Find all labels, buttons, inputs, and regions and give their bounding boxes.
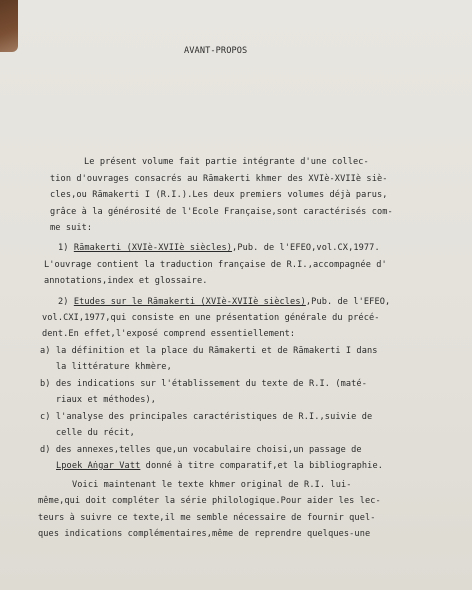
para1-line-5: me suit:: [50, 223, 93, 233]
table-corner: [0, 0, 18, 52]
item2-line-1: vol.CXI,1977,qui consiste en une présentation générale du précé-: [42, 313, 380, 323]
list-c-line-2: celle du récit,: [40, 428, 135, 438]
item2-line-2: dent.En effet,l'exposé comprend essentiellement:: [42, 329, 296, 339]
item1-line-2: annotations,index et glossaire.: [44, 276, 208, 286]
list-b-line-2: riaux et méthodes),: [40, 395, 157, 405]
list-d-title: Lpoek Aṅgar Vatt: [56, 461, 141, 471]
item1-rest: ,Pub. de l'EFEO,vol.CX,1977.: [232, 243, 380, 253]
list-a-line-1: a) la définition et la place du Rāmakerti et de Rāmakerti I dans: [40, 346, 378, 356]
para1-line-4: grâce à la générosité de l'Ecole Française,sont caractérisés com-: [50, 207, 393, 217]
list-a-line-2: la littérature khmère,: [40, 362, 172, 372]
list-d-line-1: d) des annexes,telles que,un vocabulaire choisi,un passage de: [40, 445, 362, 455]
para2-line-3: teurs à suivre ce texte,il me semble nécessaire de fournir quel-: [38, 513, 376, 523]
para1-line-1: Le présent volume fait partie intégrante d'une collec-: [84, 157, 369, 167]
item2-prefix: 2): [58, 297, 74, 307]
list-d-rest: donné à titre comparatif,et la bibliographie.: [140, 461, 383, 471]
para1-line-3: cles,ou Rāmakerti I (R.I.).Les deux premiers volumes déjà parus,: [50, 190, 388, 200]
item2-heading: [58, 297, 390, 307]
para2-line-4: ques indications complémentaires,même de reprendre quelques-une: [38, 529, 371, 539]
item1-heading: [58, 243, 380, 253]
item2-rest: ,Pub. de l'EFEO,: [305, 297, 391, 307]
para1-line-2: tion d'ouvrages consacrés au Rāmakerti khmer des XVIè-XVIIè siè-: [50, 174, 388, 184]
item2-title: Etudes sur le Rāmakerti (XVIè-XVIIè siècles): [73, 297, 306, 307]
item1-prefix: 1): [58, 243, 74, 253]
para2-line-2: même,qui doit compléter la série philologique.Pour aider les lec-: [38, 496, 381, 506]
item1-line-1: L'ouvrage contient la traduction française de R.I.,accompagnée d': [44, 260, 387, 270]
list-c-line-1: c) l'analyse des principales caractéristiques de R.I.,suivie de: [40, 412, 373, 422]
list-d-line-2: [56, 461, 383, 471]
para2-line-1: Voici maintenant le texte khmer original de R.I. lui-: [72, 480, 352, 490]
item1-title: Rāmakerti (XVIè-XVIIè siècles): [73, 243, 233, 253]
list-b-line-1: b) des indications sur l'établissement du texte de R.I. (maté-: [40, 379, 367, 389]
page-title: AVANT-PROPOS: [184, 46, 248, 56]
